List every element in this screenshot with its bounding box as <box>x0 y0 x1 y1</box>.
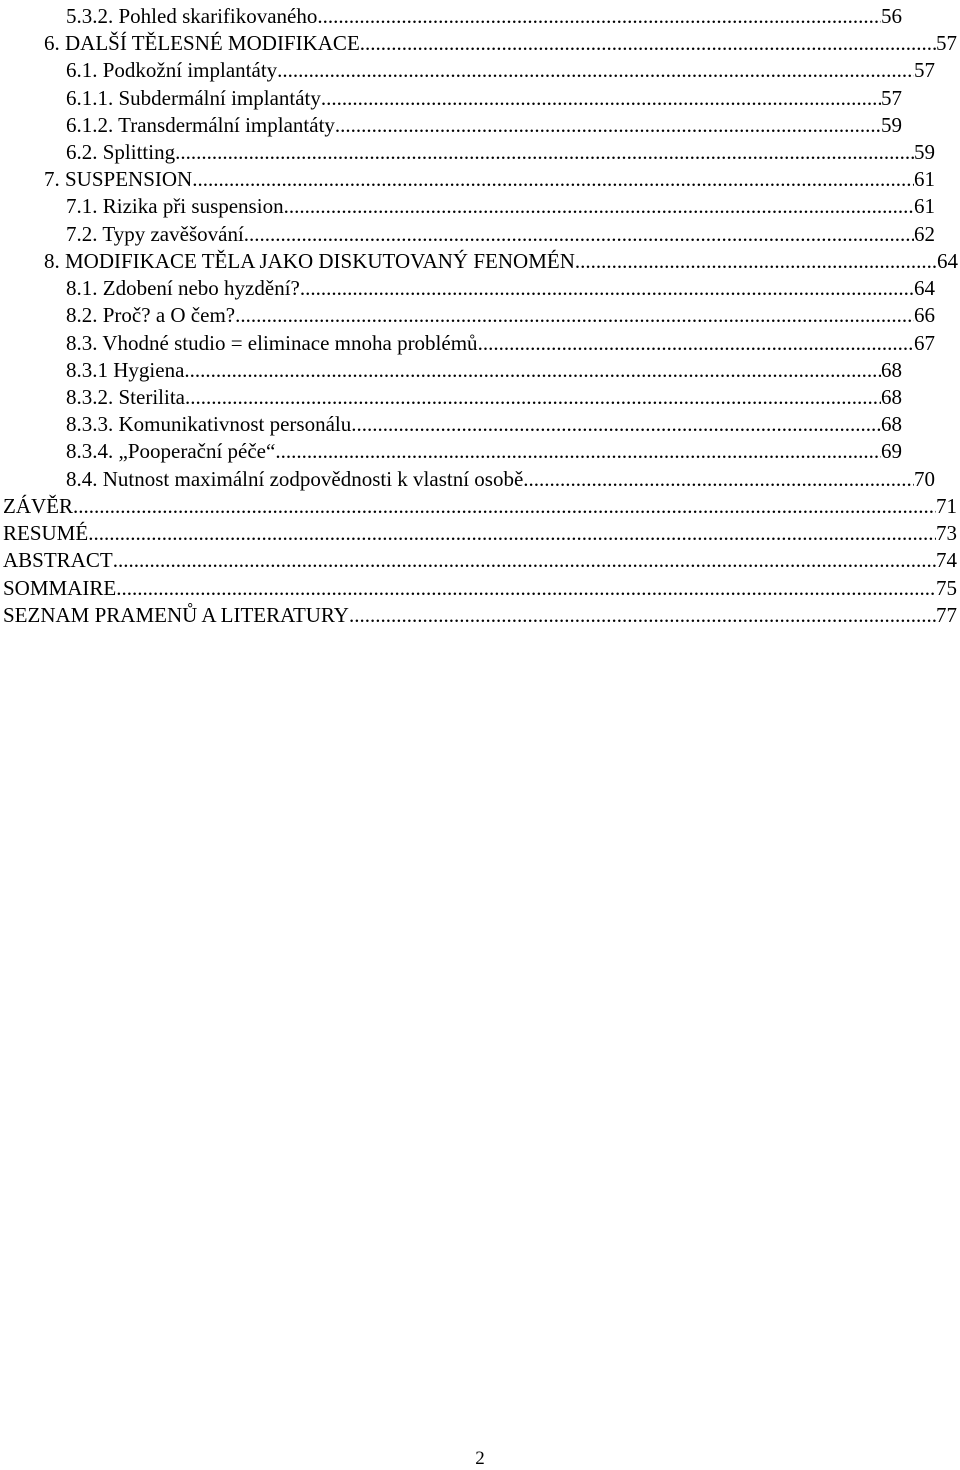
toc-entry-page: 70 <box>914 467 935 491</box>
toc-entry-label: ABSTRACT <box>3 548 113 572</box>
toc-entry <box>66 300 935 327</box>
toc-entry <box>3 600 957 627</box>
toc-entry-label: 6.1.2. Transdermální implantáty <box>66 113 335 137</box>
toc-leader-dots <box>349 603 936 627</box>
toc-entry <box>66 83 902 110</box>
toc-entry-page: 64 <box>937 249 958 273</box>
toc-leader-dots <box>523 467 914 491</box>
toc-entry <box>3 573 957 600</box>
toc-entry-page: 57 <box>881 86 902 110</box>
toc-entry-page: 77 <box>936 603 957 627</box>
toc-entry-page: 64 <box>914 276 935 300</box>
toc-leader-dots <box>235 303 914 327</box>
toc-entry-page: 57 <box>914 58 935 82</box>
toc-entry <box>3 545 957 572</box>
toc-entry-page: 68 <box>881 358 902 382</box>
toc-entry <box>66 1 902 28</box>
toc-leader-dots <box>478 331 914 355</box>
toc-entry-label: SOMMAIRE <box>3 576 117 600</box>
toc-entry <box>66 219 935 246</box>
toc-leader-dots <box>175 140 914 164</box>
toc-entry-page: 66 <box>914 303 935 327</box>
toc-entry <box>3 491 957 518</box>
toc-entry-label: 5.3.2. Pohled skarifikovaného <box>66 4 318 28</box>
toc-entry-label: 8. MODIFIKACE TĚLA JAKO DISKUTOVANÝ FENOMÉN <box>44 249 575 273</box>
toc-entry-label: 7.2. Typy zavěšování <box>66 222 244 246</box>
toc-entry-label: 6.2. Splitting <box>66 140 176 164</box>
toc-entry-page: 73 <box>936 521 957 545</box>
toc-entry-page: 68 <box>881 385 902 409</box>
toc-leader-dots <box>277 58 914 82</box>
toc-leader-dots <box>317 4 881 28</box>
toc-entry <box>66 55 935 82</box>
toc-entry-label: ZÁVĚR <box>3 494 73 518</box>
toc-leader-dots <box>116 576 936 600</box>
toc-entry-page: 59 <box>881 113 902 137</box>
toc-entry-label: 8.2. Proč? a O čem? <box>66 303 236 327</box>
toc-entry-page: 59 <box>914 140 935 164</box>
toc-leader-dots <box>88 521 936 545</box>
toc-entry <box>66 355 902 382</box>
toc-entry-page: 62 <box>914 222 935 246</box>
toc-entry-page: 56 <box>881 4 902 28</box>
toc-entry-label: 8.1. Zdobení nebo hyzdění? <box>66 276 300 300</box>
toc-entry-label: 8.3. Vhodné studio = eliminace mnoha problémů <box>66 331 478 355</box>
toc-leader-dots <box>275 439 881 463</box>
toc-entry-page: 61 <box>914 167 935 191</box>
toc-entry <box>44 28 957 55</box>
toc-entry <box>66 191 935 218</box>
toc-entry-label: 8.4. Nutnost maximální zodpovědnosti k vlastní osobě <box>66 467 524 491</box>
toc-entry-page: 71 <box>936 494 957 518</box>
toc-leader-dots <box>192 167 914 191</box>
toc-leader-dots <box>300 276 914 300</box>
toc-entry-page: 75 <box>936 576 957 600</box>
toc-entry-page: 74 <box>936 548 957 572</box>
toc-entry-page: 57 <box>936 31 957 55</box>
toc-entry-page: 61 <box>914 194 935 218</box>
toc-entry-label: 8.3.3. Komunikativnost personálu <box>66 412 352 436</box>
toc-entry <box>66 328 935 355</box>
toc-entry-label: 6. DALŠÍ TĚLESNÉ MODIFIKACE <box>44 31 360 55</box>
toc-leader-dots <box>73 494 936 518</box>
toc-entry <box>66 464 935 491</box>
page-number: 2 <box>475 1448 485 1469</box>
toc-entry <box>44 164 935 191</box>
toc-entry <box>66 382 902 409</box>
toc-entry <box>44 246 958 273</box>
toc-leader-dots <box>360 31 936 55</box>
toc-entry <box>66 273 935 300</box>
toc-entry <box>66 110 902 137</box>
toc-leader-dots <box>113 548 936 572</box>
toc-entry <box>66 137 935 164</box>
toc-entry-label: SEZNAM PRAMENŮ A LITERATURY <box>3 603 349 627</box>
toc-entry <box>3 518 957 545</box>
toc-leader-dots <box>335 113 881 137</box>
toc-entry <box>66 409 902 436</box>
toc-leader-dots <box>244 222 914 246</box>
toc-leader-dots <box>284 194 914 218</box>
toc-entry-page: 69 <box>881 439 902 463</box>
toc-entry-label: 8.3.1 Hygiena <box>66 358 185 382</box>
toc-entry-label: 8.3.2. Sterilita <box>66 385 185 409</box>
toc-entry-label: 7. SUSPENSION <box>44 167 193 191</box>
toc-entry-label: 6.1.1. Subdermální implantáty <box>66 86 321 110</box>
toc-entry <box>66 436 902 463</box>
toc-entry-label: 8.3.4. „Pooperační péče“ <box>66 439 276 463</box>
toc-leader-dots <box>321 86 881 110</box>
toc-entry-page: 67 <box>914 331 935 355</box>
toc-entry-label: RESUMÉ <box>3 521 89 545</box>
toc-leader-dots <box>575 249 937 273</box>
toc-leader-dots <box>351 412 881 436</box>
toc-leader-dots <box>184 358 881 382</box>
table-of-contents <box>0 0 960 640</box>
toc-entry-page: 68 <box>881 412 902 436</box>
toc-entry-label: 7.1. Rizika při suspension <box>66 194 284 218</box>
toc-leader-dots <box>185 385 881 409</box>
toc-entry-label: 6.1. Podkožní implantáty <box>66 58 278 82</box>
